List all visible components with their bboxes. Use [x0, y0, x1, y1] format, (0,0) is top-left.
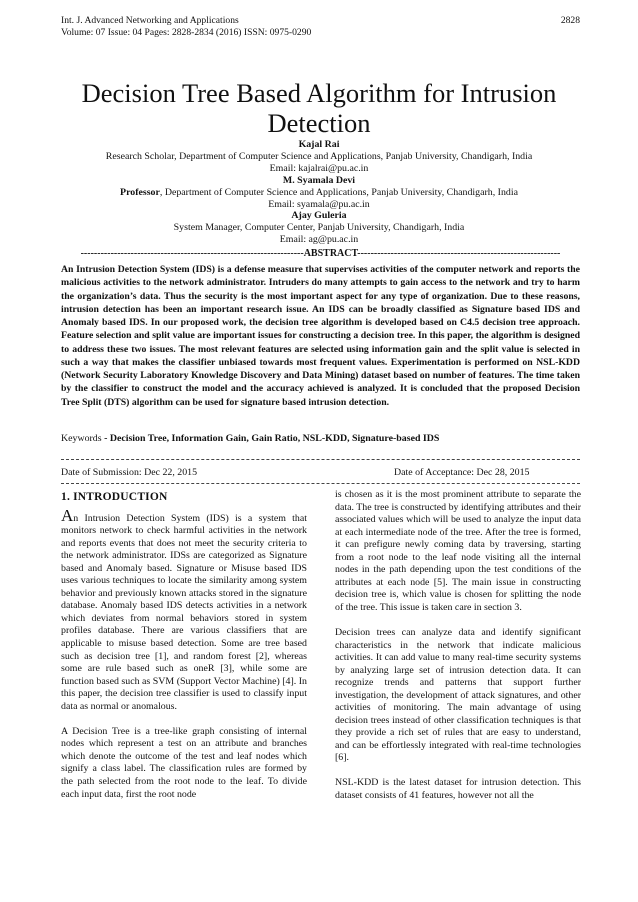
body-paragraph: Decision trees can analyze data and identify significant characteristics in the network that indicate malicious activities. It can add value to many real-time security systems by analyzing large set of intrusion detection data. It can recognize trends and patterns that support further investigation, the development of attack signatures, and other activities of monitoring. The main advantage of using decision trees instead of other classification techniques is that they provide a rich set of rules that are easy to understand, and can be effortlessly integrated with real-time technologies [6].	[335, 626, 581, 764]
submission-date: Date of Submission: Dec 22, 2015	[61, 467, 198, 478]
right-column	[335, 489, 581, 803]
author-affiliation: Research Scholar, Department of Computer Science and Applications, Panjab University, Chandigarh, India	[105, 150, 533, 162]
keywords-line	[61, 433, 580, 444]
decision-tree-paragraph: A Decision Tree is a tree-like graph consisting of internal nodes which represent a test on an attribute and branches which denote the outcome of the test and leaf nodes which signify a class label. The classification rules are formed by the path selected from the root node to the leaf. To divide each input data, first the root node	[61, 725, 307, 800]
author-email: Email: ag@pu.ac.in	[279, 234, 359, 246]
divider-top	[61, 459, 580, 460]
abstract-heading: -------------------------------------------------------------------ABSTRACT-------------------------------------------------------------	[80, 248, 561, 259]
volume-info: Volume: 07 Issue: 04 Pages: 2828-2834 (2016) ISSN: 0975-0290	[61, 26, 312, 38]
body-paragraph: is chosen as it is the most prominent attribute to separate the data. The tree is constructed by identifying attributes and their associated values which will be used to analyze the input data at each intermediate node of the tree. After the tree is formed, it can prefigure newly coming data by traversing, starting from a root node to the leaf node visiting all the internal nodes in the path depending upon the test conditions of the attributes at each node [5]. The main issue in constructing decision tree is, which value is chosen for splitting the node of the tree. This issue is taken care in section 3.	[335, 489, 581, 613]
author-role: Professor	[120, 186, 160, 198]
author-name: M. Syamala Devi	[282, 174, 356, 186]
author-email: Email: kajalrai@pu.ac.in	[269, 162, 369, 174]
author-affiliation	[40, 187, 598, 199]
paper-title: Decision Tree Based Algorithm for Intrusion Detection	[81, 78, 557, 138]
page-number: 2828	[560, 15, 580, 26]
author-affiliation-rest: , Department of Computer Science and Applications, Panjab University, Chandigarh, India	[159, 186, 518, 198]
author-email: Email: syamala@pu.ac.in	[268, 198, 370, 210]
running-header	[61, 15, 311, 39]
author-block	[40, 139, 598, 246]
divider-bottom	[61, 483, 580, 484]
acceptance-date: Date of Acceptance: Dec 28, 2015	[394, 467, 530, 478]
intro-paragraph	[61, 505, 307, 714]
abstract-text: An Intrusion Detection System (IDS) is a defense measure that supervises activities of the computer network and reports the malicious activities to the network administrator. Intruders do many attempts to gain access to the network and try to harm the organization’s data. Thus the security is the most important aspect for any type of organization. Due to these reasons, intrusion detection has been an important research issue. An IDS can be broadly classified as Signature based IDS and Anomaly based IDS. In our proposed work, the decision tree algorithm is developed based on C4.5 decision tree approach. Feature selection and split value are important issues for constructing a decision tree. In this paper, the algorithm is designed to address these two issues. The most relevant features are selected using information gain and the split value is selected in such a way that makes the classifier unbiased towards most frequent values. Experimentation is performed on NSL-KDD (Network Security Laboratory Knowledge Discovery and Data Mining) dataset based on number of features. The time taken by the classifier to construct the model and the accuracy achieved is analyzed. It is concluded that the proposed Decision Tree Split (DTS) algorithm can be used for signature based intrusion detection.	[61, 264, 580, 408]
keywords-label: Keywords	[61, 433, 102, 444]
body-paragraph: NSL-KDD is the latest dataset for intrusion detection. This dataset consists of 41 features, however not all the	[335, 777, 581, 802]
author-name: Ajay Guleria	[291, 210, 347, 222]
author-affiliation: System Manager, Computer Center, Panjab University, Chandigarh, India	[173, 222, 465, 234]
intro-paragraph-text: n Intrusion Detection System (IDS) is a system that monitors network to check harmful activities in the network and reports events that does not meet the security criteria to the network administrator. IDSs are categorized as Signature based and Anomaly based. Signature or Misuse based IDS uses various techniques to locate the similarity among system behavior and previously known attacks stored in the signature database. Anomaly based IDS detects activities in a network which deviates from normal behaviors stored in system profiles database. There are various classifiers that are applicable to misuse based detection. Some are tree based such as decision tree [1], and random forest [2], whereas some are rule based such as oneR [3], while some are function based such as SVM (Support Vector Machine) [4]. In this paper, the decision tree classifier is used to classify input data as normal or anomalous.	[61, 512, 307, 712]
keywords-value: - Decision Tree, Information Gain, Gain Ratio, NSL-KDD, Signature-based IDS	[104, 433, 440, 444]
journal-name: Int. J. Advanced Networking and Applications	[61, 15, 239, 26]
author-name: Kajal Rai	[298, 139, 340, 150]
left-column	[61, 491, 307, 801]
drop-cap: A	[61, 505, 74, 525]
section-heading: 1. INTRODUCTION	[61, 491, 168, 503]
dates-line	[61, 467, 580, 478]
